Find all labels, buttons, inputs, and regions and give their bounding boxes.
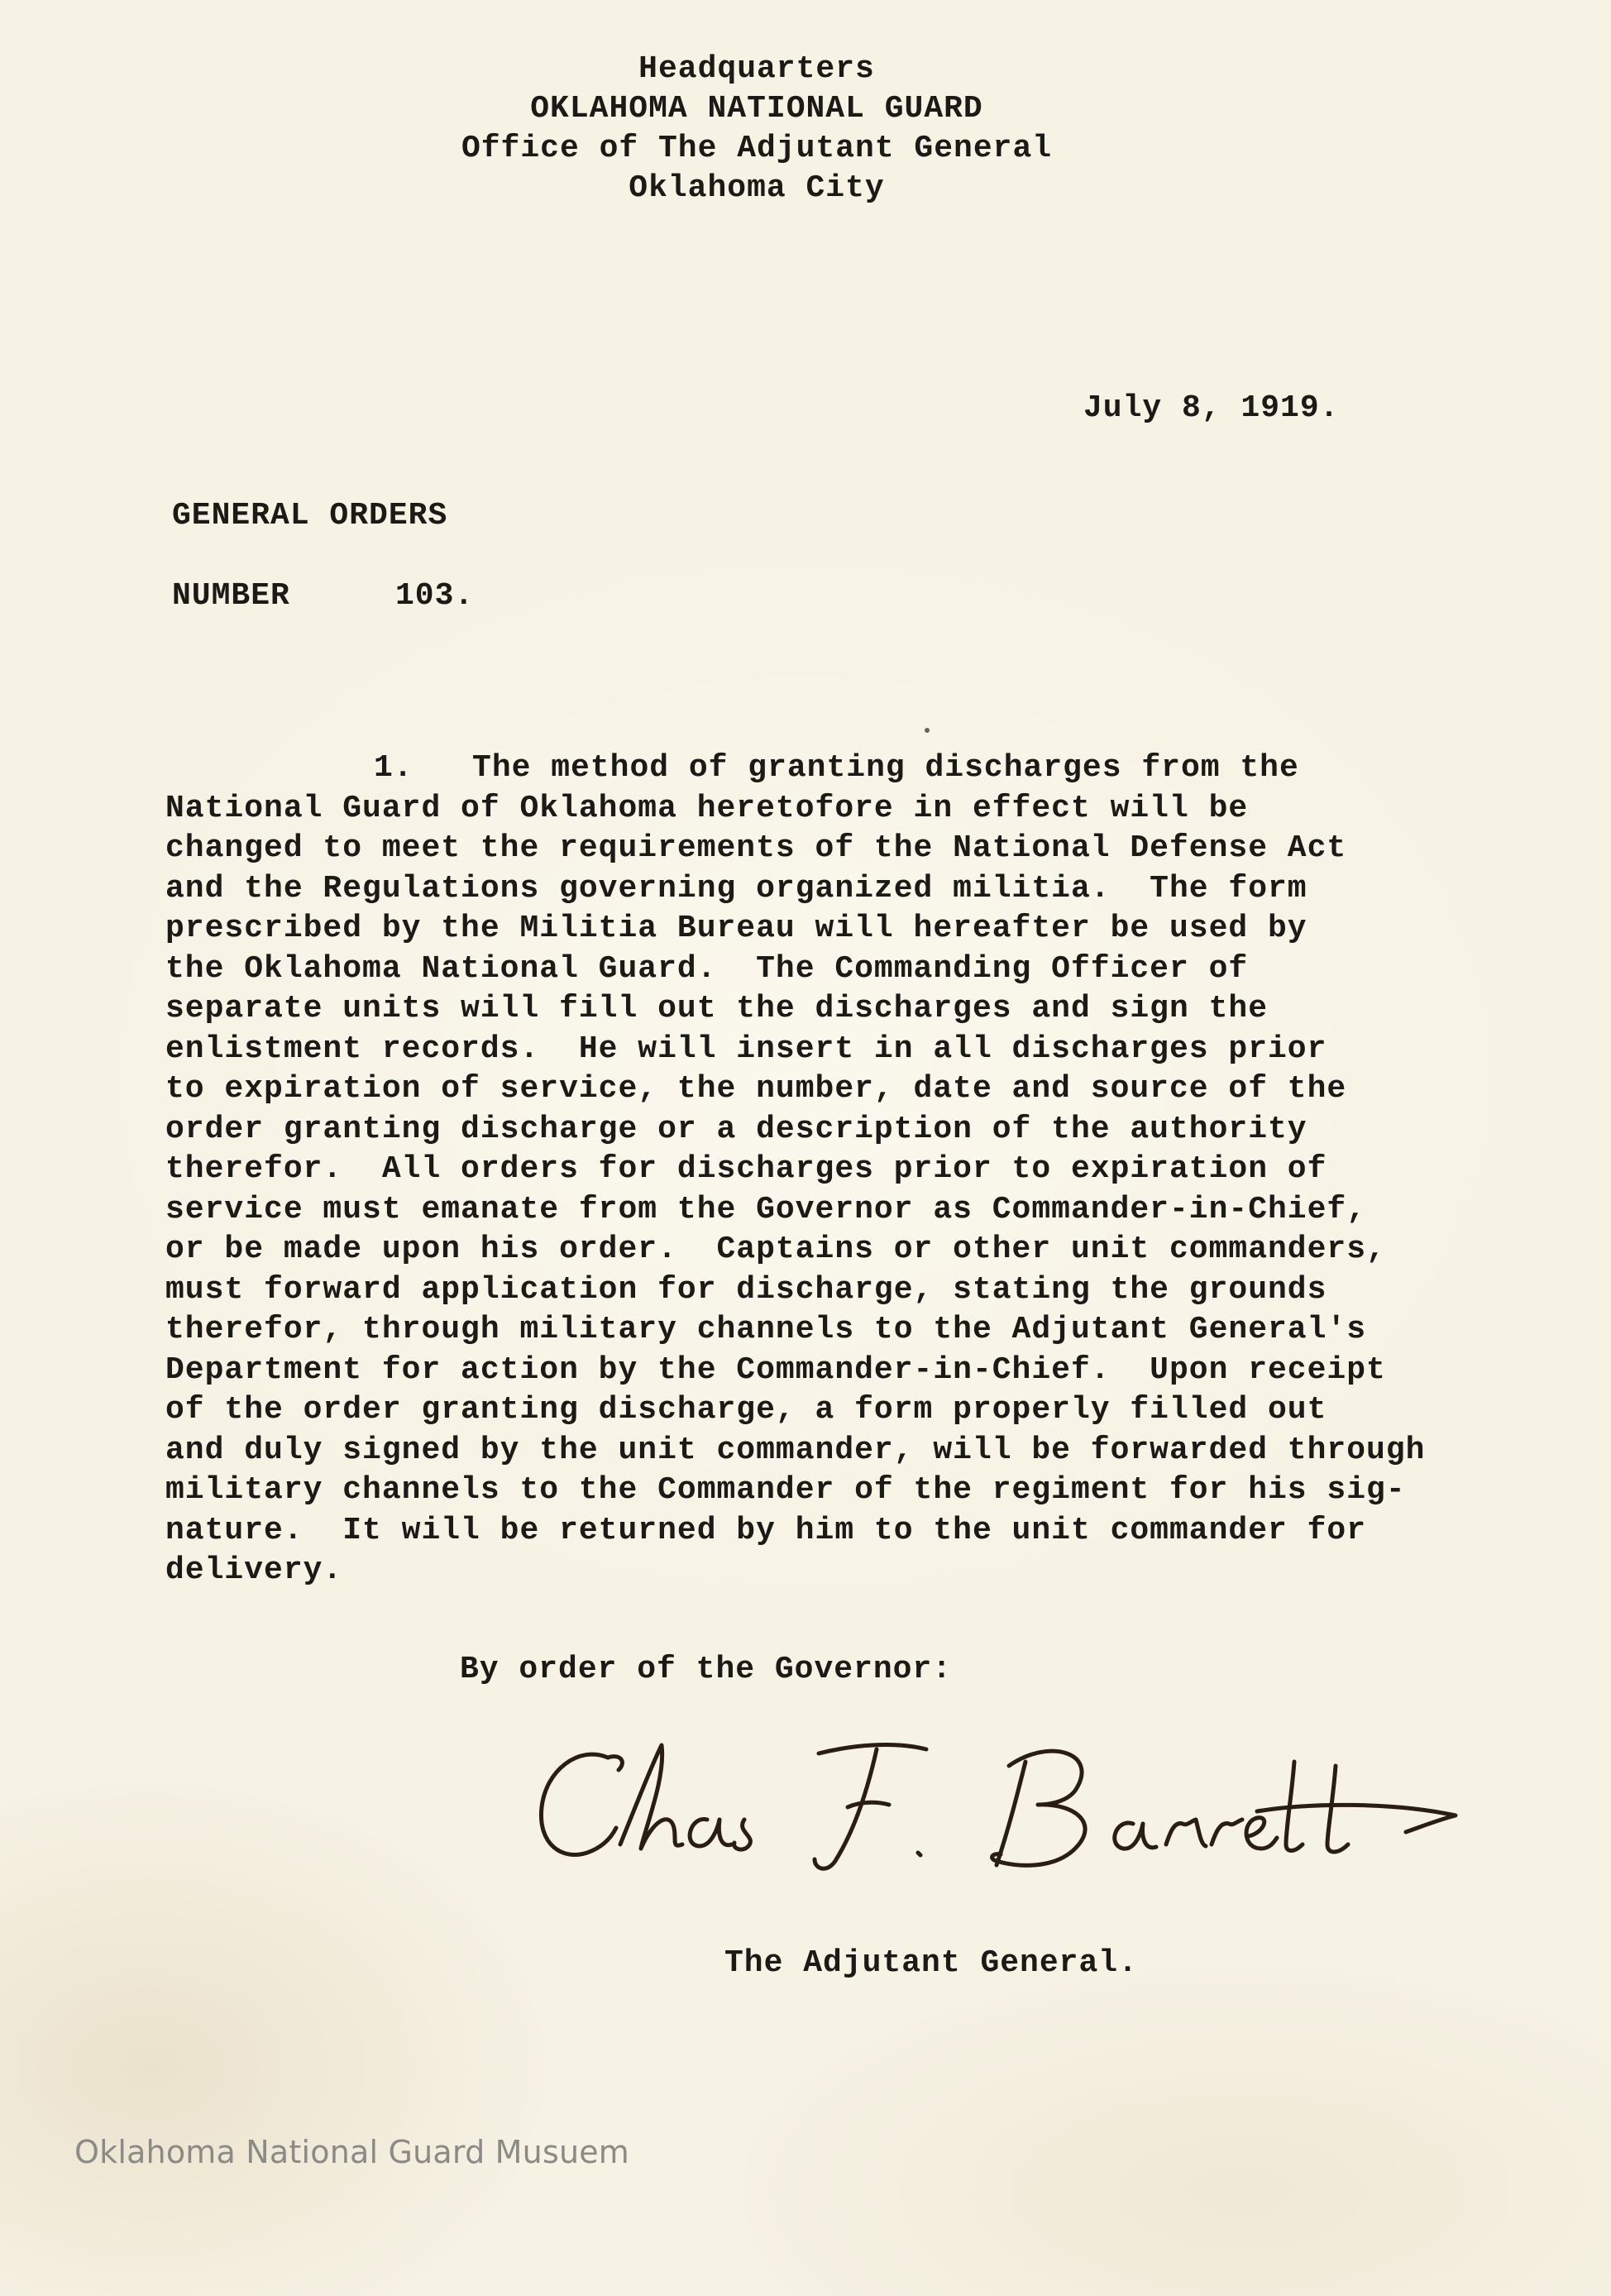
letterhead-organization: OKLAHOMA NATIONAL GUARD bbox=[530, 91, 983, 127]
body-line: National Guard of Oklahoma heretofore in effect will be bbox=[165, 790, 1249, 826]
body-line: therefor, through military channels to the Adjutant General's bbox=[165, 1312, 1367, 1347]
orders-title: GENERAL ORDERS bbox=[172, 498, 448, 533]
orders-number-value: 103. bbox=[395, 578, 475, 614]
letterhead-headquarters: Headquarters bbox=[638, 51, 875, 87]
ink-speck bbox=[925, 728, 930, 733]
letterhead bbox=[0, 50, 1513, 208]
body-line: the Oklahoma National Guard. The Commanding Officer of bbox=[165, 950, 1249, 987]
body-line: 1. The method of granting discharges from the bbox=[374, 750, 1299, 786]
letterhead-city: Oklahoma City bbox=[629, 170, 885, 206]
letterhead-office: Office of The Adjutant General bbox=[461, 131, 1053, 166]
body-line: must forward application for discharge, stating the grounds bbox=[165, 1271, 1327, 1308]
orders-number-label: NUMBER bbox=[172, 578, 290, 614]
body-line: delivery. bbox=[165, 1552, 343, 1588]
signature-title: The Adjutant General. bbox=[724, 1945, 1138, 1981]
body-line: therefor. All orders for discharges prior to expiration of bbox=[165, 1151, 1327, 1187]
closing-line: By order of the Governor: bbox=[460, 1652, 953, 1687]
body-line: Department for action by the Commander-in-Chief. Upon receipt bbox=[165, 1351, 1386, 1388]
body-line: enlistment records. He will insert in all discharges prior bbox=[165, 1031, 1327, 1067]
body-line: or be made upon his order. Captains or other unit commanders, bbox=[165, 1232, 1386, 1267]
body-line: and the Regulations governing organized militia. The form bbox=[165, 870, 1307, 906]
body-line: and duly signed by the unit commander, will be forwarded through bbox=[165, 1432, 1426, 1468]
body-line: to expiration of service, the number, date and source of the bbox=[165, 1071, 1347, 1107]
body-line: prescribed by the Militia Bureau will hereafter be used by bbox=[165, 911, 1307, 946]
body-line: separate units will fill out the discharges and sign the bbox=[165, 991, 1269, 1026]
order-body bbox=[165, 749, 1489, 1591]
body-line: service must emanate from the Governor as Commander-in-Chief, bbox=[165, 1191, 1367, 1227]
museum-watermark: Oklahoma National Guard Musuem bbox=[74, 2134, 630, 2170]
body-line: military channels to the Commander of the regiment for his sig- bbox=[165, 1472, 1406, 1508]
document-date: July 8, 1919. bbox=[1083, 390, 1340, 426]
signature-drawing bbox=[529, 1729, 1472, 1886]
body-line: order granting discharge or a description of the authority bbox=[165, 1111, 1307, 1147]
body-line: nature. It will be returned by him to the unit commander for bbox=[165, 1512, 1367, 1548]
handwritten-signature bbox=[529, 1729, 1472, 1886]
body-line: of the order granting discharge, a form properly filled out bbox=[165, 1392, 1327, 1428]
body-line: changed to meet the requirements of the National Defense Act bbox=[165, 830, 1347, 866]
